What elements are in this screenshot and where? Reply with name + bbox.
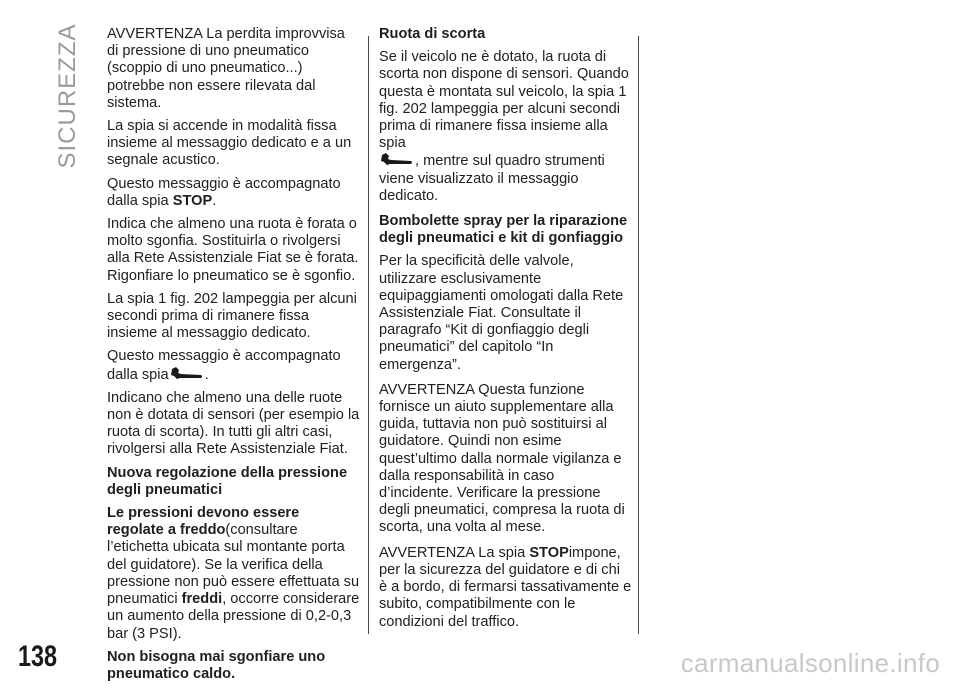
warning-paragraph-1: AVVERTENZA La perdita improvvisa di pressione di uno pneumatico (scoppio di uno pneumatico...) potrebbe non essere rilevata dal sistema.	[107, 26, 345, 111]
stop-label: STOP	[529, 544, 569, 561]
paragraph-cold-pressure: Le pressioni devono essere regolate a freddo(consultare l’etichetta ubicata sul montante porta del guidatore). Se la verifica della pressione non può essere effettuata su pneumatici freddi, occorre considerare un aumento della pressione di 0,2-0,3 bar (3 PSI).	[107, 505, 360, 642]
paragraph-lamp-on: La spia si accende in modalità fissa insieme al messaggio dedicato e a un segnale acustico.	[107, 118, 352, 169]
right-column	[379, 26, 632, 637]
paragraph-hot-tyre: Non bisogna mai sgonfiare uno pneumatico caldo.	[107, 648, 326, 682]
warning-paragraph-2: AVVERTENZA Questa funzione fornisce un aiuto supplementare alla guida, tuttavia non può sostituirsi al guidatore. Quindi non esime quest’ultimo dalla normale vigilanza e dalla responsabilità in caso d’incidente. Verificare la pressione degli pneumatici, compresa la ruota di scorta, una volta al mese.	[379, 381, 625, 536]
paragraph-no-sensors: Indicano che almeno una delle ruote non è dotata di sensori (per esempio la ruota di scorta). In tutti gli altri casi, rivolgersi alla Rete Assistenziale Fiat.	[107, 389, 360, 458]
watermark: carmanualsonline.info	[680, 648, 940, 678]
heading-spray-kit: Bombolette spray per la riparazione degli pneumatici e kit di gonfiaggio	[379, 213, 628, 247]
paragraph-flat-tyre: Indica che almeno una ruota è forata o molto sgonfia. Sostituirla o rivolgersi alla Rete Assistenziale Fiat se è forata. Rigonfiare lo pneumatico se è sgonfio.	[107, 216, 359, 284]
paragraph-valves: Per la specificità delle valvole, utilizzare esclusivamente equipaggiamenti omologati dalla Rete Assistenziale Fiat. Consultate il paragrafo “Kit di gonfiaggio degli pneumatici” del capitolo “In emergenza”.	[379, 253, 624, 373]
paragraph-stop-lamp: Questo messaggio è accompagnato dalla spia STOP.	[107, 175, 341, 209]
left-column	[107, 26, 360, 689]
paragraph-spare-wheel: Se il veicolo ne è dotato, la ruota di scorta non dispone di sensori. Quando questa è montata sul veicolo, la spia 1 fig. 202 lampeggia per alcuni secondi prima di rimanere fissa insieme alla spia , mentre sul quadro strumenti viene visualizzato il messaggio dedicato.	[379, 49, 629, 204]
heading-spare-wheel: Ruota di scorta	[379, 26, 486, 42]
column-divider-right	[638, 36, 639, 634]
wrench-icon	[170, 366, 204, 380]
section-label	[54, 23, 81, 169]
paragraph-lamp-flash: La spia 1 fig. 202 lampeggia per alcuni secondi prima di rimanere fissa insieme al messaggio dedicato.	[107, 290, 357, 342]
column-divider-left	[368, 36, 369, 634]
page-number: 138	[18, 640, 58, 673]
stop-label: STOP	[172, 192, 213, 209]
section-label-text: SICUREZZA	[54, 23, 81, 169]
warning-paragraph-3: AVVERTENZA La spia STOPimpone, per la sicurezza del guidatore e di chi è a bordo, di fermarsi tassativamente e subito, compatibilmente con le condizioni del traffico.	[379, 544, 632, 630]
paragraph-wrench-lamp: Questo messaggio è accompagnato dalla spia .	[107, 348, 341, 383]
wrench-icon	[380, 152, 414, 166]
heading-pressure-adjustment: Nuova regolazione della pressione degli pneumatici	[107, 464, 348, 498]
